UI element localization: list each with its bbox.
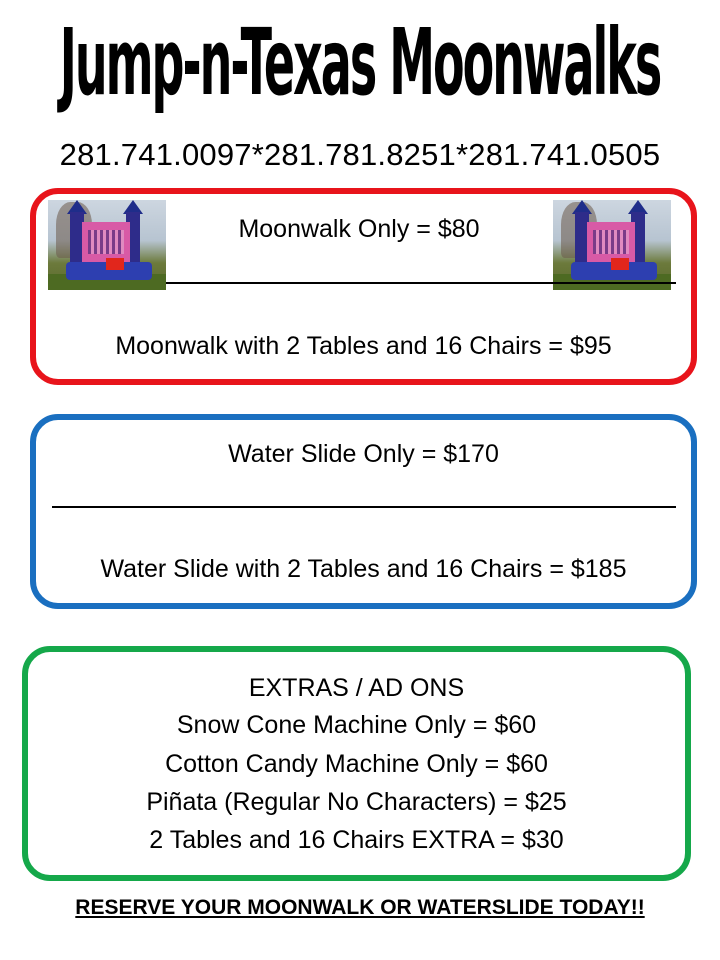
flyer-title: Jump-n-Texas Moonwalks [59,8,661,116]
extras-item: Piñata (Regular No Characters) = $25 [146,788,567,816]
waterslide-combo-price: Water Slide with 2 Tables and 16 Chairs = $185 [100,555,627,583]
divider-line [52,506,676,508]
phone-numbers: 281.741.0097*281.781.8251*281.741.0505 [59,137,661,172]
moonwalk-combo-price: Moonwalk with 2 Tables and 16 Chairs = $95 [115,332,612,360]
extras-item: Cotton Candy Machine Only = $60 [165,750,548,778]
reserve-call-to-action: RESERVE YOUR MOONWALK OR WATERSLIDE TODAY!! [75,896,645,919]
extras-item: 2 Tables and 16 Chairs EXTRA = $30 [149,826,564,854]
divider-line [166,282,676,284]
extras-item: Snow Cone Machine Only = $60 [176,711,537,739]
waterslide-only-price: Water Slide Only = $170 [228,440,499,468]
bounce-house-photo-left [48,200,166,290]
bounce-house-photo-right [553,200,671,290]
extras-heading: EXTRAS / AD ONS [248,674,465,702]
moonwalk-only-price: Moonwalk Only = $80 [238,215,480,243]
